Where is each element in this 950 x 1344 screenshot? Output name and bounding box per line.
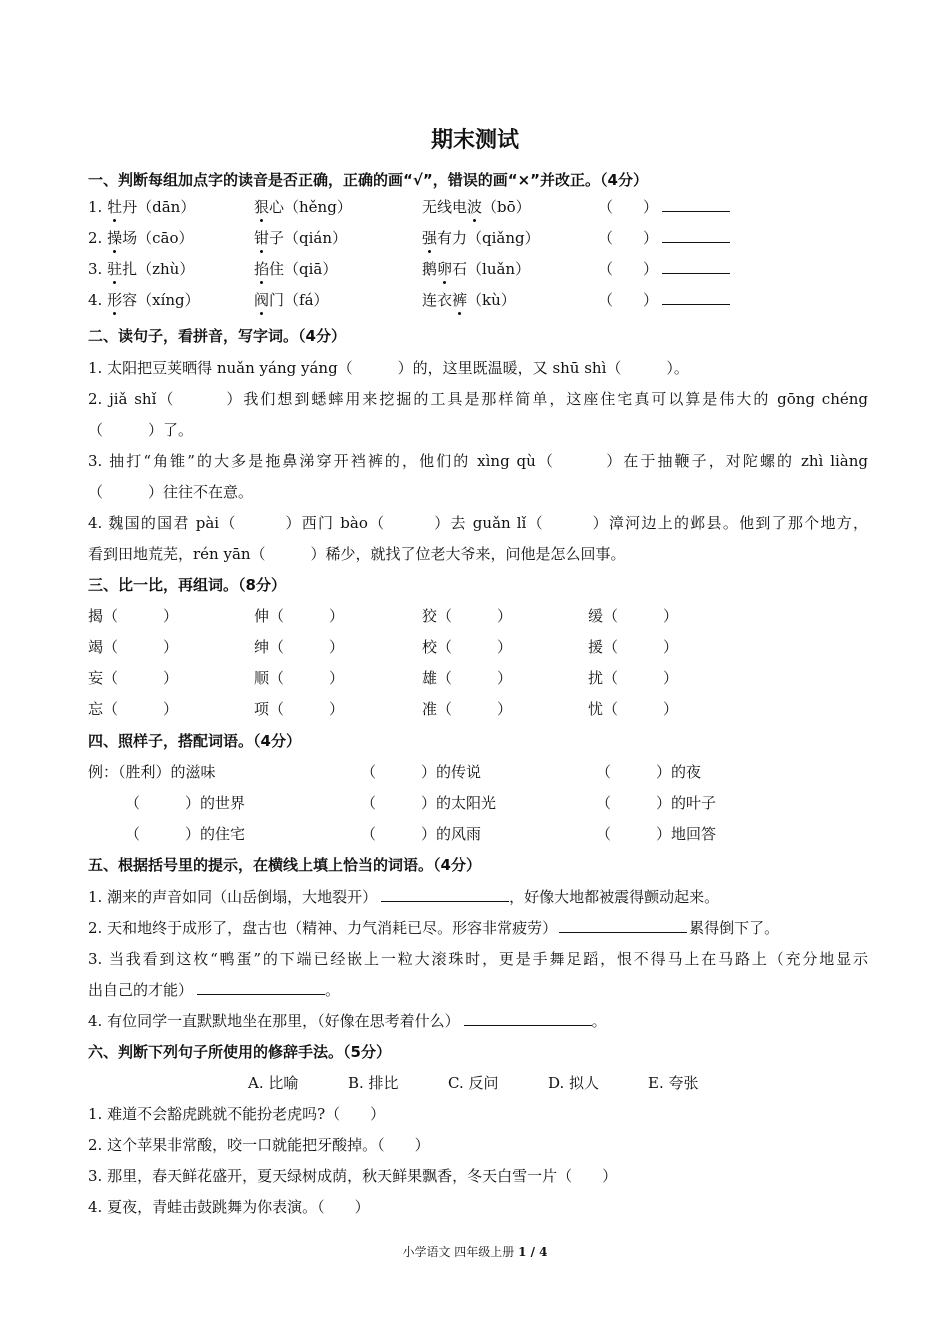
dotted-char: 卵 (437, 257, 452, 281)
option-b: B. 排比 (348, 1074, 399, 1092)
s5-question-cont: 出自己的才能） 。 (88, 981, 341, 999)
s6-item: 3. 那里，春天鲜花盛开，夏天绿树成荫，秋天鲜果飘香，冬天白雪一片（ ） (88, 1167, 618, 1185)
s4-row: 例：（胜利）的滋味 （ ）的传说 （ ）的夜 (88, 763, 702, 781)
dotted-char: 钳 (254, 226, 269, 250)
page-number: 1 / 4 (518, 1245, 548, 1259)
section-1-heading: 一、判断每组加点字的读音是否正确，正确的画“√”，错误的画“×”并改正。（4分） (88, 171, 648, 189)
answer-blank (662, 197, 730, 212)
s1-row: 1. 牡丹（dān） 狠心（hěng） 无线电波（bō） （ ） (88, 195, 868, 219)
s2-line: 3. 抽打“角锥”的大多是拖鼻涕穿开裆裤的，他们的 xìng qù（ ）在于抽鞭子，对陀螺的 zhì liàng (88, 452, 868, 470)
s5-question: 3. 当我看到这枚“鸭蛋”的下端已经嵌上一粒大滚珠时，更是手舞足蹈，恨不得马上在马路上（充分地显示 (88, 950, 868, 968)
s2-line: 1. 太阳把豆荚晒得 nuǎn yáng yáng（ ）的，这里既温暖，又 shū shì（ ）。 (88, 359, 689, 377)
dotted-char: 驻 (107, 257, 122, 281)
answer-blank (464, 1011, 592, 1026)
dotted-char: 阀 (254, 288, 269, 312)
s5-question: 2. 天和地终于成形了，盘古也（精神、力气消耗已尽。形容非常疲劳） 累得倒下了。 (88, 919, 780, 937)
s2-line: （ ）往往不在意。 (88, 483, 254, 501)
answer-blank (197, 980, 325, 995)
section-4-heading: 四、照样子，搭配词语。（4分） (88, 732, 301, 750)
s6-item: 2. 这个苹果非常酸，咬一口就能把牙酸掉。（ ） (88, 1136, 430, 1154)
answer-blank (662, 228, 730, 243)
s3-row: 忘（ ） 项（ ） 准（ ） 忧（ ） (88, 700, 679, 718)
dotted-char: 掐 (254, 257, 269, 281)
option-d: D. 拟人 (548, 1074, 600, 1092)
dotted-char: 形 (107, 288, 122, 312)
section-6-heading: 六、判断下列句子所使用的修辞手法。（5分） (88, 1043, 391, 1061)
option-c: C. 反问 (448, 1074, 499, 1092)
answer-blank (559, 918, 687, 933)
s3-row: 竭（ ） 绅（ ） 校（ ） 援（ ） (88, 638, 679, 656)
dotted-char: 狠 (254, 195, 269, 219)
section-2-heading: 二、读句子，看拼音，写字词。（4分） (88, 327, 346, 345)
s2-line: 看到田地荒芜，rén yān（ ）稀少，就找了位老大爷来，问他是怎么回事。 (88, 545, 626, 563)
dotted-char: 强 (422, 226, 437, 250)
option-e: E. 夸张 (648, 1074, 699, 1092)
s1-row: 2. 操场（cāo） 钳子（qián） 强有力（qiǎng） （ ） (88, 226, 868, 250)
s2-line: 2. jiǎ shǐ（ ）我们想到蟋蟀用来挖掘的工具是那样简单，这座住宅真可以算是伟大的 gōng chéng (88, 390, 868, 408)
section-3-heading: 三、比一比，再组词。（8分） (88, 576, 286, 594)
s2-line: （ ）了。 (88, 421, 194, 439)
answer-blank (381, 887, 509, 902)
dotted-char: 牡 (107, 195, 122, 219)
s5-question: 1. 潮来的声音如同（山岳倒塌，大地裂开） ，好像大地都被震得颤动起来。 (88, 888, 720, 906)
s3-row: 妄（ ） 顺（ ） 雄（ ） 扰（ ） (88, 669, 679, 687)
page-footer (0, 1243, 950, 1260)
answer-blank (662, 290, 730, 305)
s4-row: （ ）的世界 （ ）的太阳光 （ ）的叶子 (125, 794, 717, 812)
s5-question: 4. 有位同学一直默默地坐在那里，（好像在思考着什么） 。 (88, 1012, 607, 1030)
answer-blank (662, 259, 730, 274)
dotted-char: 波 (467, 195, 482, 219)
s2-line: 4. 魏国的国君 pài（ ）西门 bào（ ）去 guǎn lǐ（ ）漳河边上的邺县。他到了那个地方， (88, 514, 868, 532)
page-title: 期末测试 (430, 128, 519, 153)
dotted-char: 操 (107, 226, 122, 250)
option-a: A. 比喻 (248, 1074, 299, 1092)
rhetoric-options (88, 1071, 868, 1095)
s4-row: （ ）的住宅 （ ）的风雨 （ ）地回答 (125, 825, 717, 843)
s1-row: 3. 驻扎（zhù） 掐住（qiā） 鹅卵石（luǎn） （ ） (88, 257, 868, 281)
s1-row: 4. 形容（xíng） 阀门（fá） 连衣裤（kù） （ ） (88, 288, 868, 312)
s6-item: 1. 难道不会豁虎跳就不能扮老虎吗?（ ） (88, 1105, 386, 1123)
dotted-char: 裤 (452, 288, 467, 312)
s6-item: 4. 夏夜，青蛙击鼓跳舞为你表演。（ ） (88, 1198, 370, 1216)
footer-label: 小学语文 四年级上册 (402, 1245, 519, 1259)
section-5-heading: 五、根据括号里的提示，在横线上填上恰当的词语。（4分） (88, 856, 481, 874)
s3-row: 揭（ ） 伸（ ） 狡（ ） 缓（ ） (88, 607, 679, 625)
